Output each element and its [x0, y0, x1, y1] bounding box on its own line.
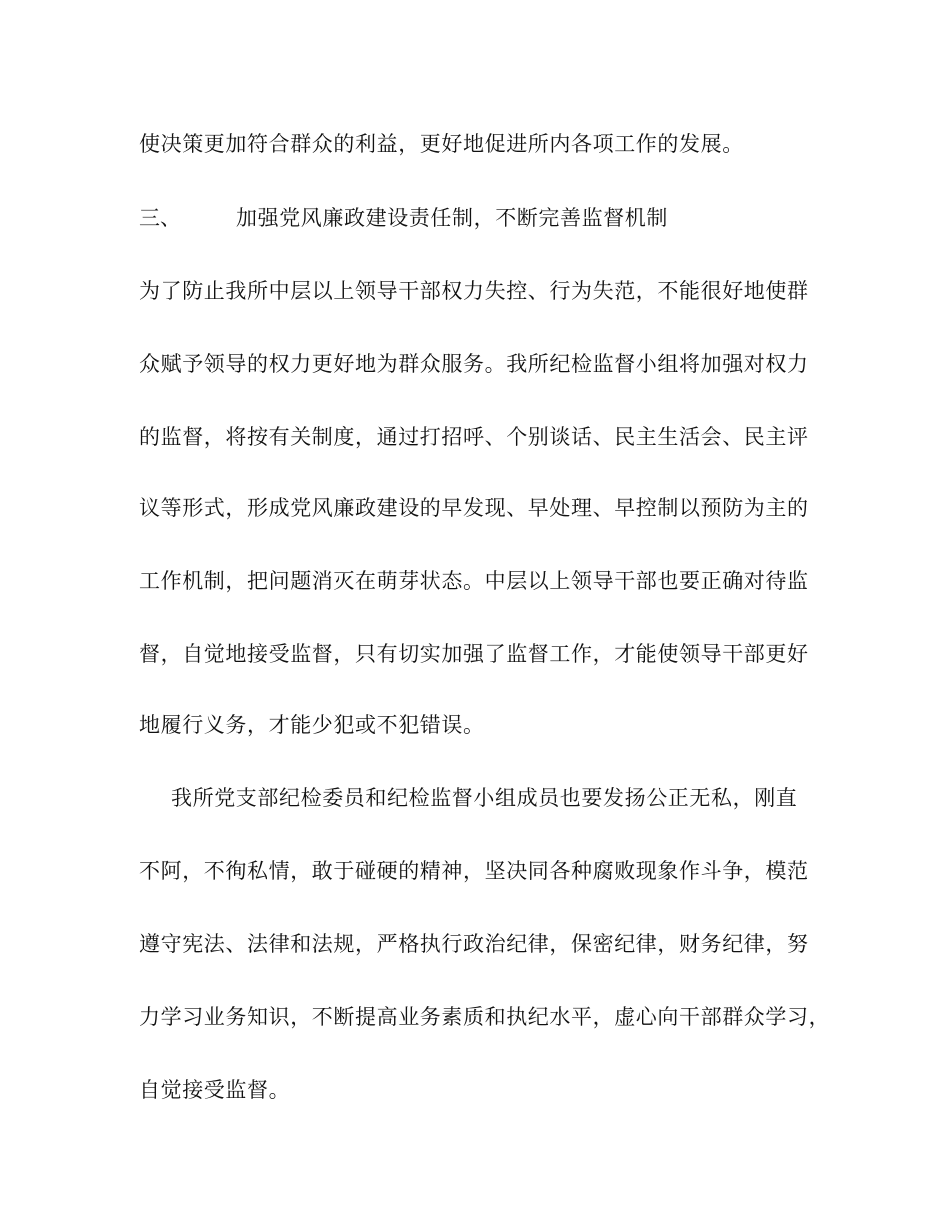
paragraph-line: 使决策更加符合群众的利益，更好地促进所内各项工作的发展。	[139, 132, 744, 156]
paragraph-line: 不阿，不徇私情，敢于碰硬的精神，坚决同各种腐败现象作斗争，模范	[139, 859, 809, 883]
paragraph-line: 众赋予领导的权力更好地为群众服务。我所纪检监督小组将加强对权力	[139, 352, 809, 376]
section-heading: 加强党风廉政建设责任制，不断完善监督机制	[236, 206, 668, 230]
paragraph-line: 自觉接受监督。	[139, 1078, 291, 1102]
paragraph-line: 议等形式，形成党风廉政建设的早发现、早处理、早控制以预防为主的	[139, 496, 809, 520]
paragraph-line: 督，自觉地接受监督，只有切实加强了监督工作，才能使领导干部更好	[139, 642, 809, 666]
paragraph-line: 我所党支部纪检委员和纪检监督小组成员也要发扬公正无私，刚直	[171, 786, 798, 810]
paragraph-line: 的监督，将按有关制度，通过打招呼、个别谈话、民主生活会、民主评	[139, 425, 809, 449]
paragraph-line: 遵守宪法、法律和法规，严格执行政治纪律，保密纪律，财务纪律，努	[139, 932, 809, 956]
paragraph-line: 工作机制，把问题消灭在萌芽状态。中层以上领导干部也要正确对待监	[139, 569, 809, 593]
paragraph-line: 地履行义务，才能少犯或不犯错误。	[139, 713, 485, 737]
paragraph-line: 为了防止我所中层以上领导干部权力失控、行为失范，不能很好地使群	[139, 279, 809, 303]
section-number: 三、	[139, 206, 181, 230]
paragraph-line: 力学习业务知识，不断提高业务素质和执纪水平，虚心向干部群众学习，	[139, 1005, 831, 1029]
